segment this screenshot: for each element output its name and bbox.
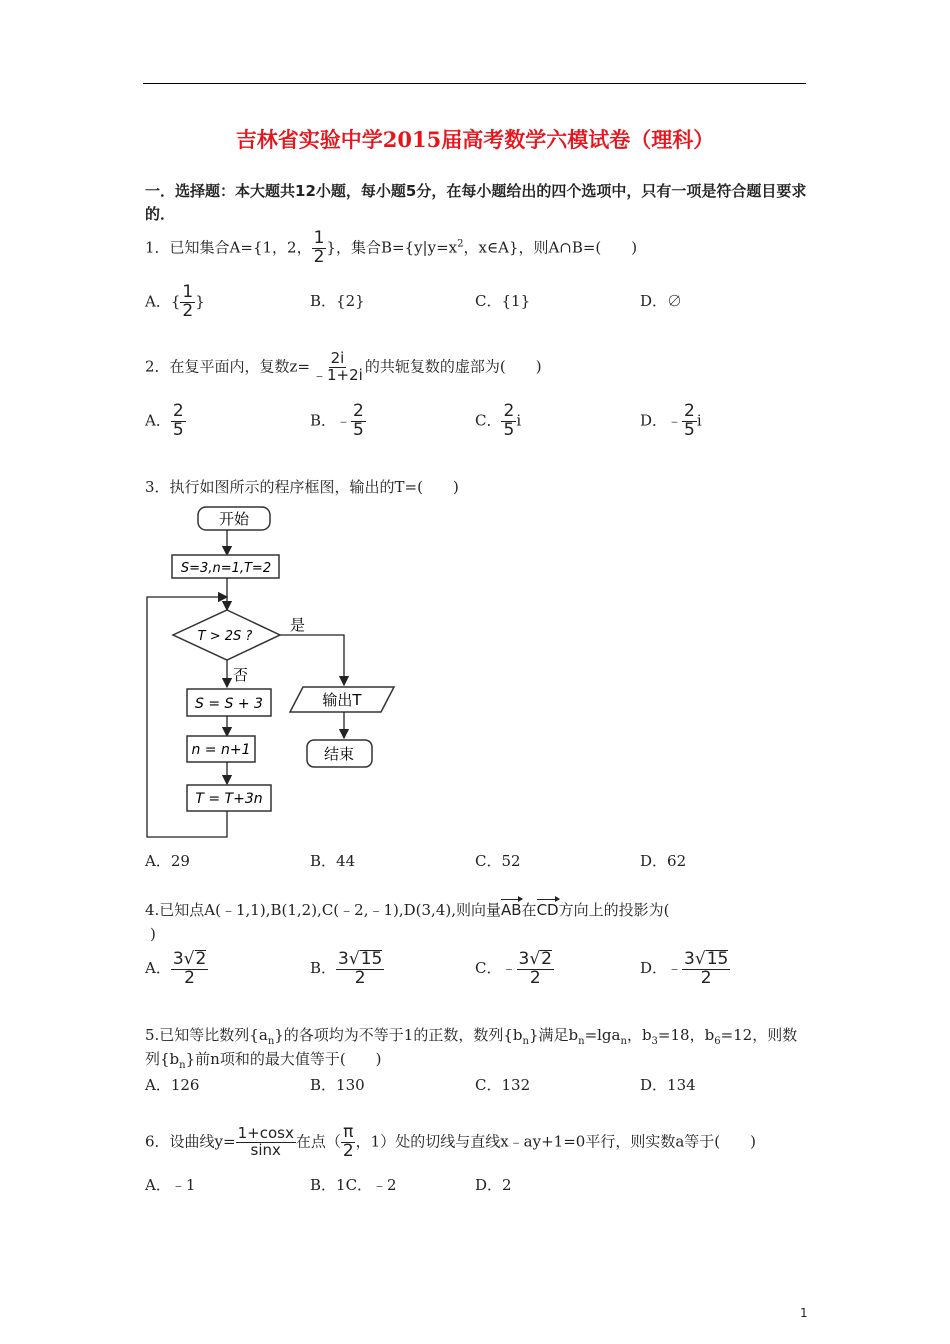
q4-b-frac xyxy=(336,950,384,988)
q5-s6: 6 xyxy=(714,1036,721,1047)
q2-frac-den: ﹣1+2i xyxy=(312,365,363,384)
q1-a-den: 2 xyxy=(182,300,194,321)
q6-pt-den: 2 xyxy=(342,1140,354,1161)
q5-t4: =lga xyxy=(584,1026,621,1044)
q5-t5: ，b xyxy=(626,1026,652,1044)
q5-s4: n xyxy=(620,1036,627,1047)
q4-d-den: 2 xyxy=(700,967,712,988)
q4-c-coef: 3 xyxy=(518,949,530,969)
q5-l2-s: n xyxy=(179,1060,186,1071)
q1-a-frac xyxy=(180,284,195,321)
q5-s3: n xyxy=(578,1036,585,1047)
question-5-line2 xyxy=(145,1048,382,1071)
vector-ab: AB xyxy=(500,901,522,919)
q5-option-a: A．126 xyxy=(145,1076,200,1094)
q3-option-d: D．62 xyxy=(640,852,687,870)
q3-option-c: C．52 xyxy=(475,852,521,870)
q2-a-label: A． xyxy=(145,411,171,430)
flow-yes-label: 是 xyxy=(290,616,306,634)
q5-option-c: C．132 xyxy=(475,1076,531,1094)
q4-a-coef: 3 xyxy=(172,949,184,969)
q3-option-a: A．29 xyxy=(145,852,190,870)
flow-end-label: 结束 xyxy=(323,745,355,763)
top-rule xyxy=(143,83,806,84)
q4-c-rad: 2 xyxy=(541,949,552,969)
q1-text-post1: }，集合B={y|y=x xyxy=(326,238,458,257)
q6-point-frac xyxy=(341,1124,356,1161)
q4-d-rad: 15 xyxy=(706,949,729,969)
q1-option-c: C．{1} xyxy=(475,292,531,310)
q4-d-num: 3√15 xyxy=(684,949,729,969)
flow-decision-label: T > 2S ? xyxy=(197,629,253,644)
q4-c-frac xyxy=(517,950,555,988)
q6-text-post: ，1）处的切线与直线x﹣ay+1=0平行，则实数a等于( ) xyxy=(355,1132,756,1151)
q6-frac-num: 1+cosx xyxy=(237,1124,294,1143)
q4-d-sign: ﹣ xyxy=(667,958,683,977)
flow-start-label: 开始 xyxy=(218,510,250,528)
q2-option-c xyxy=(475,403,521,440)
q2-d-frac xyxy=(682,403,697,440)
q2-option-b xyxy=(310,403,366,440)
q4-b-label: B． xyxy=(310,958,337,977)
flow-step2-label: n = n+1 xyxy=(191,742,251,758)
flow-step1-label: S = S + 3 xyxy=(195,696,263,712)
q4-option-d xyxy=(640,950,730,988)
q5-t3: }满足b xyxy=(528,1026,579,1044)
q2-text-post: 的共轭复数的虚部为( ) xyxy=(364,357,542,376)
q5-t2: }的各项均为不等于1的正数，数列{b xyxy=(274,1026,523,1044)
q2-d-num: 2 xyxy=(684,401,695,421)
question-3: 3．执行如图所示的程序框图，输出的T=( ) xyxy=(145,478,459,496)
q2-c-frac xyxy=(501,403,516,440)
q2-d-post: i xyxy=(696,411,702,430)
q2-d-den: 5 xyxy=(684,419,695,440)
q4-c-den: 2 xyxy=(529,967,541,988)
q1-option-d: D．∅ xyxy=(640,292,683,310)
q2-c-num: 2 xyxy=(503,401,515,421)
q2-b-frac xyxy=(351,403,366,440)
q2-b-num: 2 xyxy=(353,401,364,421)
flow-output-label: 输出T xyxy=(322,691,362,709)
q4-text-pre: 4.已知点A(﹣1,1),B(1,2),C(﹣2,﹣1),D(3,4),则向量 xyxy=(145,901,501,919)
q5-l2-t2: }前n项和的最大值等于( ) xyxy=(185,1050,382,1068)
q1-text-post2: ，x∈A}，则A∩B=( ) xyxy=(463,238,638,257)
q4-text-post: 方向上的投影为( xyxy=(558,901,670,919)
question-2 xyxy=(145,351,542,384)
q3-option-b: B．44 xyxy=(310,852,356,870)
q6-option-d: D．2 xyxy=(475,1176,512,1194)
q5-l2-t1: 列{b xyxy=(145,1050,180,1068)
q2-c-post: i xyxy=(516,411,522,430)
flow-no-label: 否 xyxy=(233,666,249,684)
q4-b-num: 3√15 xyxy=(338,949,383,969)
q4-option-a xyxy=(145,950,208,988)
flow-step3-label: T = T+3n xyxy=(195,791,263,807)
q2-c-den: 5 xyxy=(503,419,515,440)
q6-option-a: A．﹣1 xyxy=(145,1176,196,1194)
q4-a-num: 3√2 xyxy=(172,949,207,969)
q5-t7: =12，则数 xyxy=(720,1026,798,1044)
q1-option-a xyxy=(145,284,205,321)
q1-text-pre: 1．已知集合A={1，2， xyxy=(145,238,312,257)
q2-d-label: D．﹣ xyxy=(640,411,683,430)
q2-b-den: 5 xyxy=(353,419,364,440)
flow-init-label: S=3,n=1,T=2 xyxy=(180,561,272,576)
q5-option-b: B．130 xyxy=(310,1076,365,1094)
q2-fraction xyxy=(310,351,365,384)
q2-a-frac xyxy=(171,403,186,440)
q4-a-rad: 2 xyxy=(195,949,207,969)
q4-a-den: 2 xyxy=(184,967,195,988)
q4-d-label: D． xyxy=(640,958,668,977)
q4-option-c xyxy=(475,950,554,988)
q4-c-label: C． xyxy=(475,958,502,977)
q4-option-b xyxy=(310,950,384,988)
q4-c-sign: ﹣ xyxy=(501,958,517,977)
flowchart xyxy=(140,500,410,845)
vector-cd: CD xyxy=(536,901,559,919)
question-6 xyxy=(145,1124,756,1161)
question-4 xyxy=(145,899,669,920)
q2-option-a xyxy=(145,403,186,440)
q1-a-close: } xyxy=(195,292,205,311)
q4-d-frac xyxy=(682,950,730,988)
q2-c-label: C． xyxy=(475,411,502,430)
q2-b-label: B．﹣ xyxy=(310,411,352,430)
q4-d-coef: 3 xyxy=(684,949,695,969)
q1-option-b: B．{2} xyxy=(310,292,365,310)
q1-frac-den: 2 xyxy=(313,246,325,267)
q4-a-label: A． xyxy=(145,958,171,977)
q1-fraction xyxy=(312,230,327,267)
q4-b-den: 2 xyxy=(354,967,366,988)
q2-option-d xyxy=(640,403,702,440)
q4-b-rad: 15 xyxy=(360,949,383,969)
q6-pt-num: π xyxy=(343,1122,354,1142)
q4-c-num: 3√2 xyxy=(518,949,552,969)
q5-s1: n xyxy=(267,1036,275,1047)
q5-option-d: D．134 xyxy=(640,1076,696,1094)
q6-text-mid: 在点（ xyxy=(295,1132,341,1151)
q2-a-num: 2 xyxy=(172,401,184,421)
q6-option-bc: B．1C．﹣2 xyxy=(310,1176,397,1194)
q4-text-mid: 在 xyxy=(521,901,537,919)
q1-a-num: 1 xyxy=(182,282,194,302)
question-5-line1 xyxy=(145,1024,797,1047)
question-1 xyxy=(145,230,637,267)
q1-a-label: A．{ xyxy=(145,292,181,311)
q5-t1: 5.已知等比数列{a xyxy=(145,1026,268,1044)
q6-frac-den: sinx xyxy=(250,1140,281,1159)
q4-b-coef: 3 xyxy=(338,949,349,969)
q5-s2: n xyxy=(522,1036,529,1047)
page-number: 1 xyxy=(800,1306,808,1320)
q5-t6: =18，b xyxy=(657,1026,715,1044)
q5-s5: 3 xyxy=(651,1036,658,1047)
q6-text-pre: 6．设曲线y= xyxy=(145,1132,236,1151)
q4-line2: ) xyxy=(150,925,156,943)
q6-fraction xyxy=(236,1126,296,1159)
q4-a-frac xyxy=(171,950,209,988)
q1-frac-num: 1 xyxy=(313,228,325,248)
section-heading: 一．选择题：本大题共12小题，每小题5分，在每小题给出的四个选项中，只有一项是符合题目要求的． xyxy=(145,182,807,223)
q1-sup: 2 xyxy=(457,238,464,250)
page-title: 吉林省实验中学2015届高考数学六模试卷（理科） xyxy=(235,127,715,152)
q2-text-pre: 2．在复平面内，复数z= xyxy=(145,357,311,376)
q2-frac-num: 2i xyxy=(330,349,345,367)
q2-a-den: 5 xyxy=(172,419,184,440)
